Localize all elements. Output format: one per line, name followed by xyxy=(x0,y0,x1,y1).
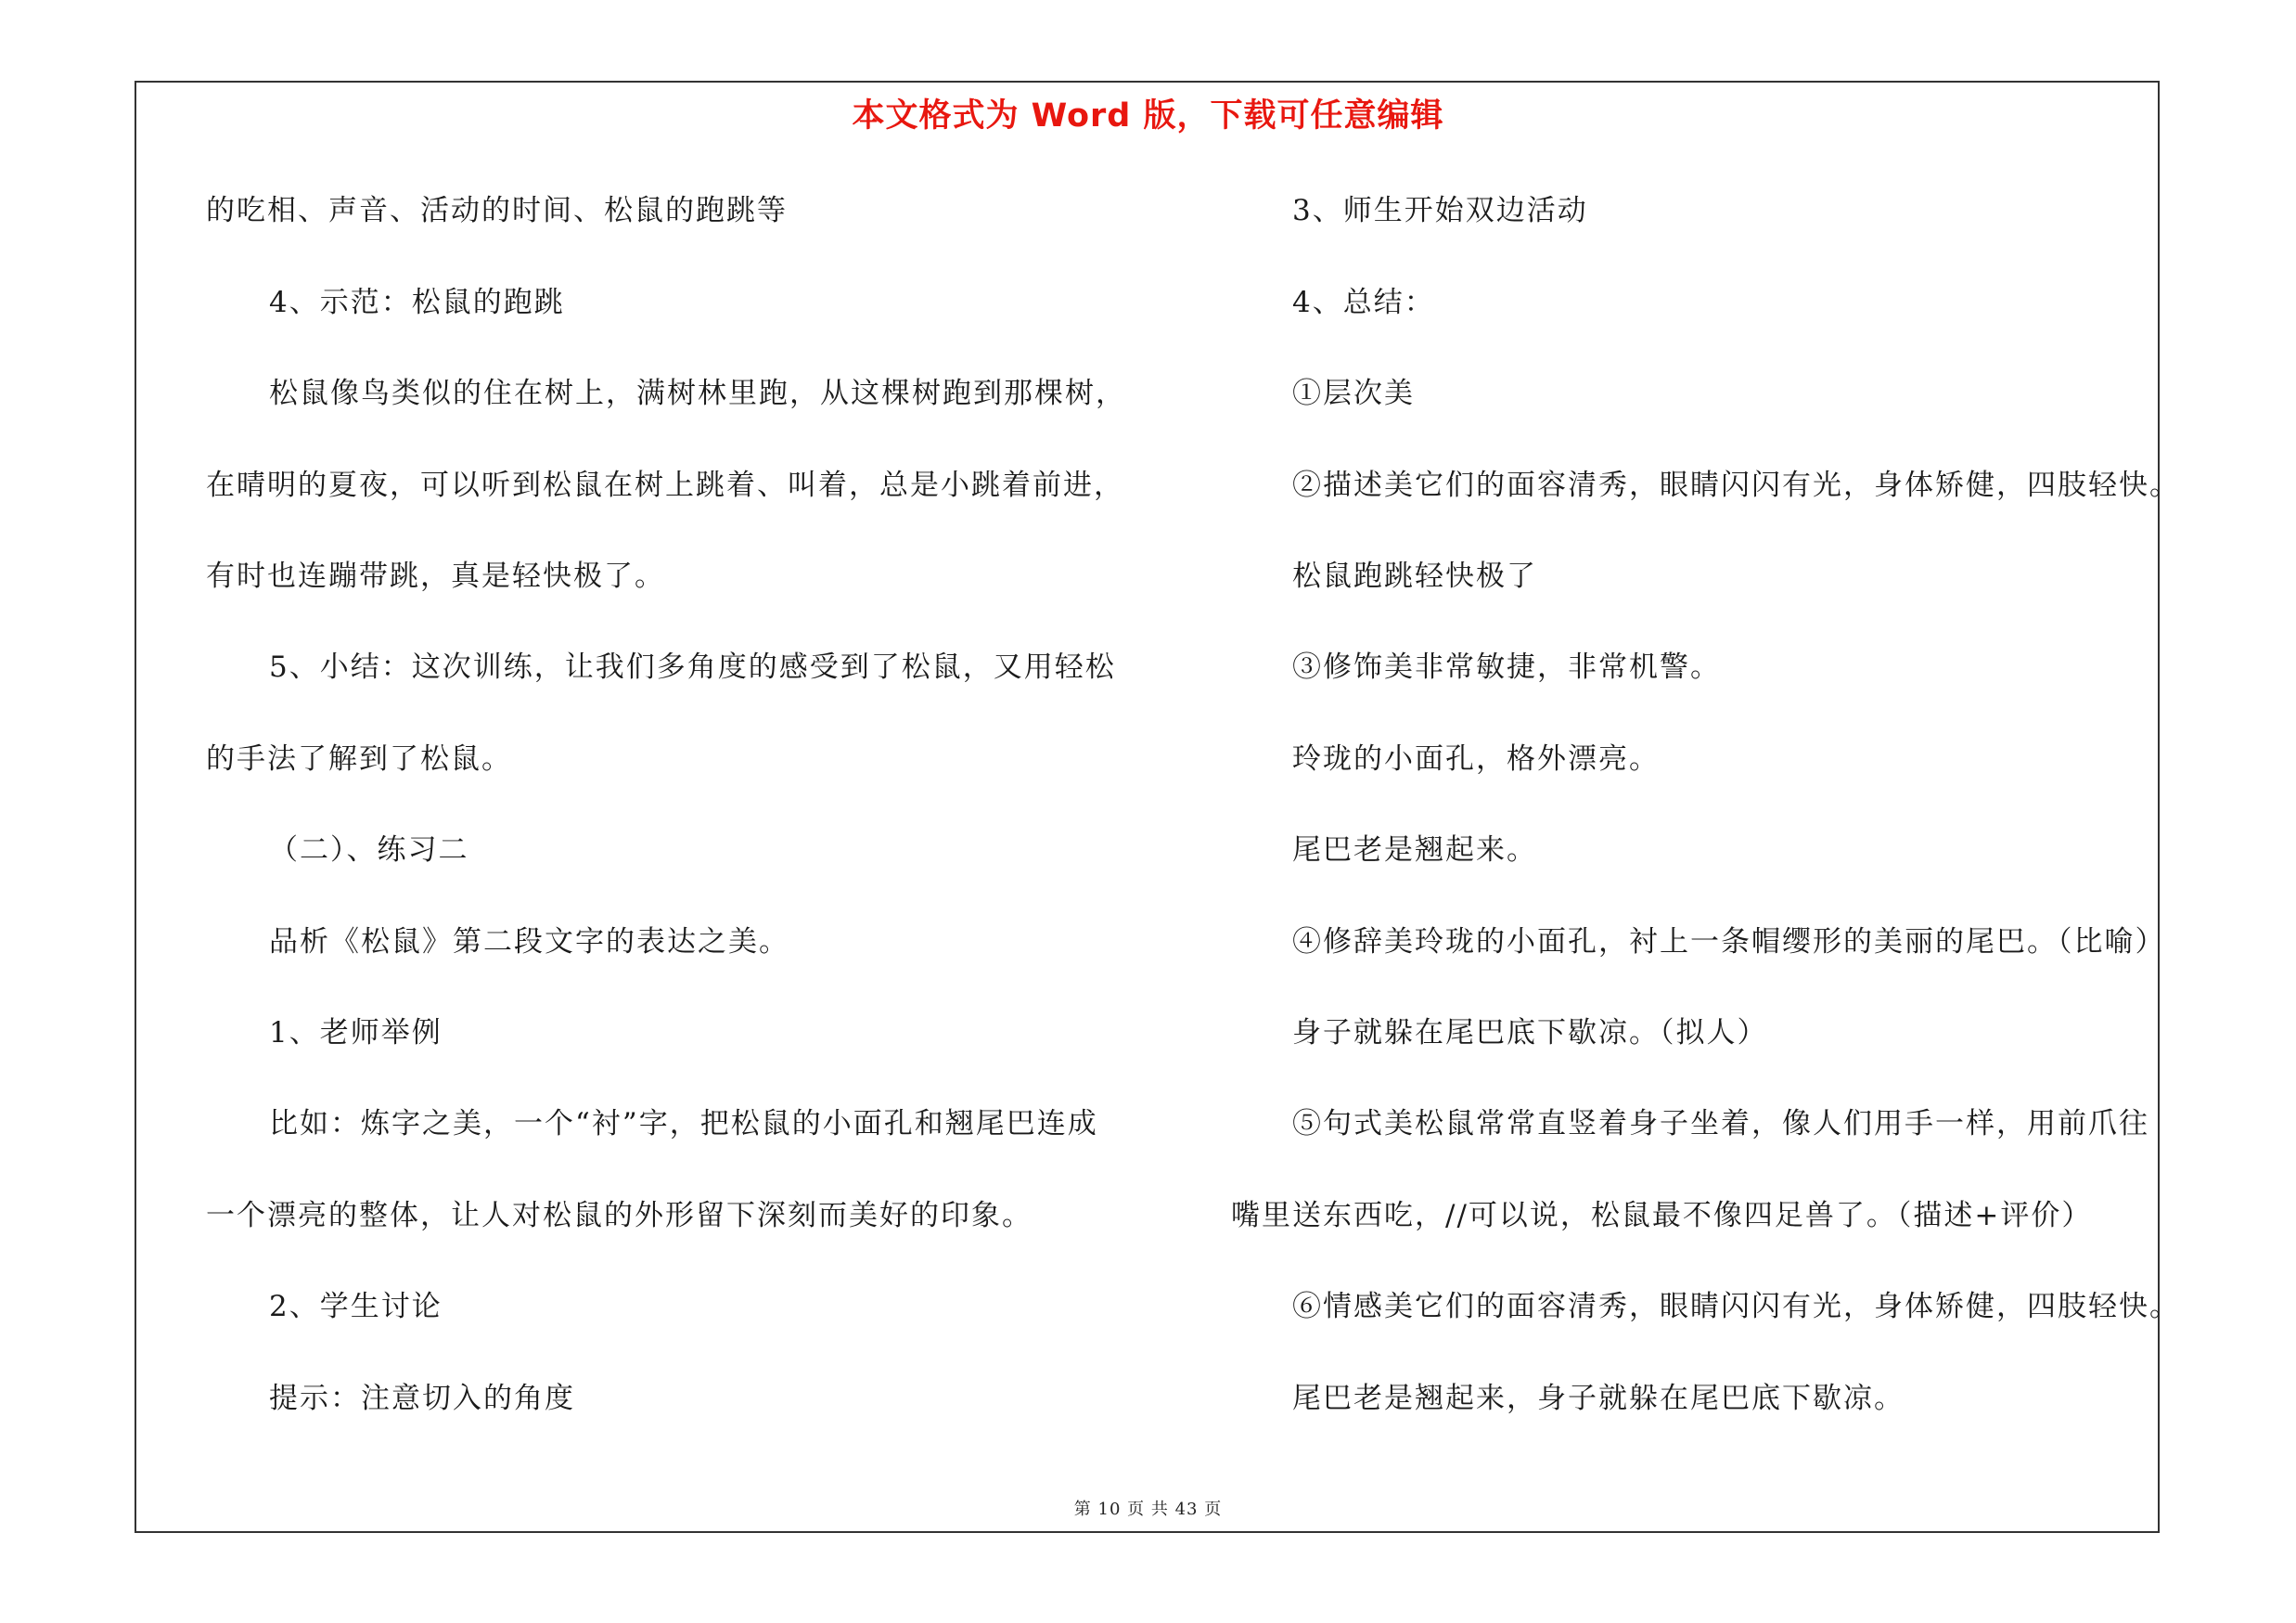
paragraph-line: ③修饰美非常敏捷，非常机警。 xyxy=(1292,650,1721,684)
paragraph-line: （二）、练习二 xyxy=(269,833,469,867)
paragraph-line: 提示：注意切入的角度 xyxy=(269,1382,575,1415)
paragraph-line: 的吃相、声音、活动的时间、松鼠的跑跳等 xyxy=(206,194,788,227)
paragraph-line: 有时也连蹦带跳，真是轻快极了。 xyxy=(206,560,665,593)
paragraph-line: 5、小结：这次训练，让我们多角度的感受到了松鼠，又用轻松 xyxy=(269,650,1116,684)
paragraph-line: 的手法了解到了松鼠。 xyxy=(206,742,512,776)
paragraph-line: 比如：炼字之美，一个“衬”字，把松鼠的小面孔和翘尾巴连成 xyxy=(269,1107,1098,1140)
paragraph-line: ②描述美它们的面容清秀，眼睛闪闪有光，身体矫健，四肢轻快。 xyxy=(1292,469,2180,502)
paragraph-line: 松鼠像鸟类似的住在树上，满树林里跑，从这棵树跑到那棵树， xyxy=(269,377,1126,410)
paragraph-line: 4、示范：松鼠的跑跳 xyxy=(269,286,565,319)
paragraph-line: ④修辞美玲珑的小面孔，衬上一条帽缨形的美丽的尾巴。（比喻） xyxy=(1292,925,2166,959)
paragraph-line: 2、学生讨论 xyxy=(269,1290,443,1323)
paragraph-line: 松鼠跑跳轻快极了 xyxy=(1292,560,1537,593)
page-number-footer: 第 10 页 共 43 页 xyxy=(1073,1500,1223,1519)
paragraph-line: 一个漂亮的整体，让人对松鼠的外形留下深刻而美好的印象。 xyxy=(206,1199,1033,1232)
paragraph-line: 品析《松鼠》第二段文字的表达之美。 xyxy=(269,925,789,959)
paragraph-line: 4、总结： xyxy=(1292,286,1435,319)
paragraph-line: ⑤句式美松鼠常常直竖着身子坐着，像人们用手一样，用前爪往 xyxy=(1292,1107,2149,1140)
paragraph-line: 玲珑的小面孔，格外漂亮。 xyxy=(1292,742,1660,776)
paragraph-line: ⑥情感美它们的面容清秀，眼睛闪闪有光，身体矫健，四肢轻快。 xyxy=(1292,1290,2180,1323)
paragraph-line: 嘴里送东西吃，//可以说，松鼠最不像四足兽了。（描述+评价） xyxy=(1231,1199,2093,1232)
paragraph-line: 尾巴老是翘起来，身子就躲在尾巴底下歇凉。 xyxy=(1292,1382,1905,1415)
paragraph-line: 1、老师举例 xyxy=(269,1016,443,1050)
paragraph-line: ①层次美 xyxy=(1292,377,1415,410)
paragraph-line: 3、师生开始双边活动 xyxy=(1292,194,1588,227)
paragraph-line: 身子就躲在尾巴底下歇凉。（拟人） xyxy=(1292,1016,1768,1050)
document-banner: 本文格式为 Word 版，下载可任意编辑 xyxy=(852,97,1444,135)
paragraph-line: 在晴明的夏夜，可以听到松鼠在树上跳着、叫着，总是小跳着前进， xyxy=(206,469,1124,502)
paragraph-line: 尾巴老是翘起来。 xyxy=(1292,833,1537,867)
